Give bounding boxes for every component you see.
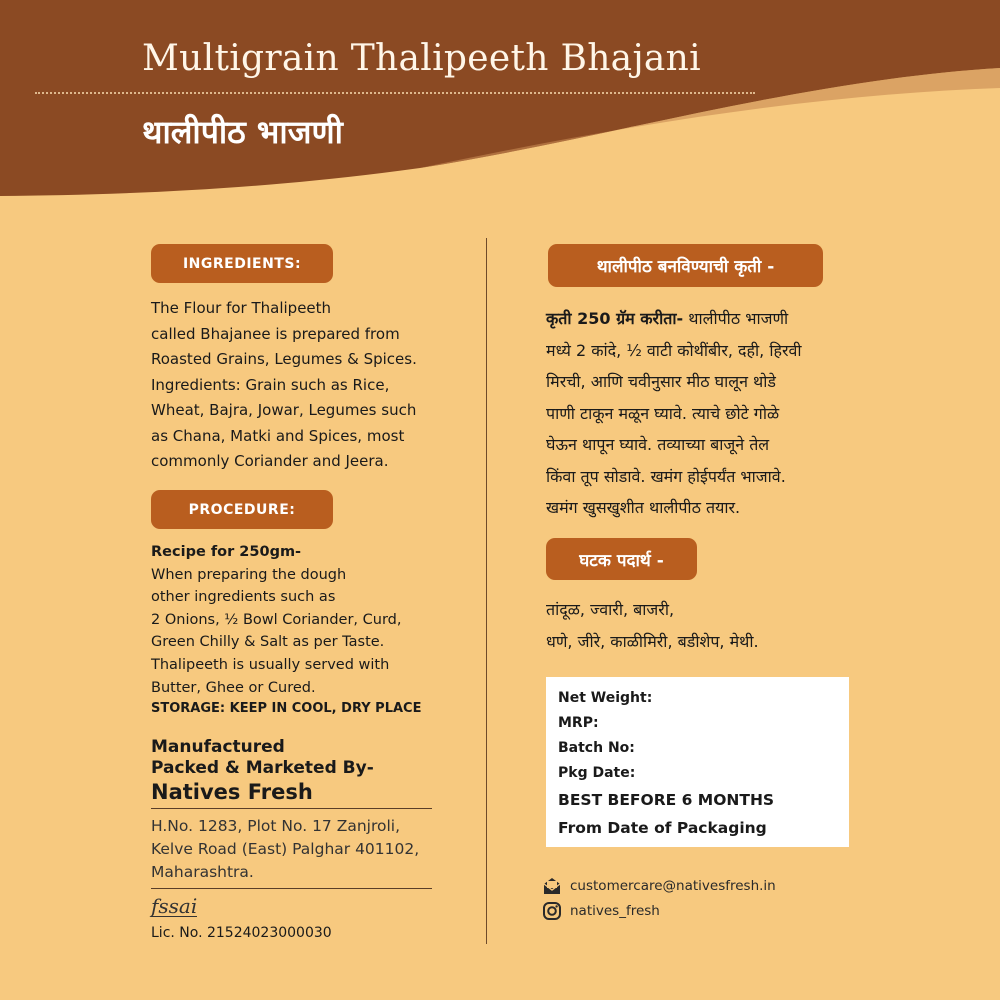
from-date-label: From Date of Packaging [558,819,767,837]
ingredients-text [151,296,471,475]
address-line: Maharashtra. [151,863,254,881]
procedure-line: Green Chilly & Salt as per Taste. [151,634,385,651]
method-line: किंवा तूप सोडावे. खमंग होईपर्यंत भाजावे. [546,466,786,486]
best-before-label: BEST BEFORE 6 MONTHS [558,791,775,809]
method-line: पाणी टाकून मळून घ्यावे. त्याचे छोटे गोळे [546,403,780,423]
address-divider-bottom [151,888,432,889]
packaging-info-box [546,677,849,847]
manufactured-label: Manufactured [151,737,285,757]
components-text [546,594,866,657]
ingredients-line: Roasted Grains, Legumes & Spices. [151,350,417,368]
address-line: Kelve Road (East) Palghar 401102, [151,840,420,858]
method-line: थालीपीठ भाजणी [688,309,789,328]
address-divider-top [151,808,432,809]
column-divider [486,238,487,944]
method-heading: कृती 250 ग्रॅम करीता- [546,309,684,328]
storage-instruction: STORAGE: KEEP IN COOL, DRY PLACE [151,701,422,716]
components-label: घटक पदार्थ - [546,538,697,580]
ingredients-line: Wheat, Bajra, Jowar, Legumes such [151,401,417,419]
procedure-line: Butter, Ghee or Cured. [151,679,316,696]
net-weight-label: Net Weight: [558,690,653,706]
mrp-label: MRP: [558,715,599,731]
method-line: घेऊन थापून घ्यावे. तव्याच्या बाजूने तेल [546,435,770,454]
procedure-line: 2 Onions, ½ Bowl Coriander, Curd, [151,611,402,628]
ingredients-line: as Chana, Matki and Spices, most [151,426,405,445]
ingredients-label: INGREDIENTS: [151,244,333,283]
product-title-marathi: थालीपीठ भाजणी [142,113,343,151]
method-line: खमंग खुसखुशीत थालीपीठ तयार. [546,498,741,517]
batch-label: Batch No: [558,740,635,756]
fssai-logo: fssai [151,894,198,918]
ingredients-line: The Flour for Thalipeeth [151,299,332,317]
components-line: तांदूळ, ज्वारी, बाजरी, [546,600,675,619]
method-line: मिरची, आणि चवीनुसार मीठ घालून थोडे [546,372,776,391]
procedure-text [151,541,471,699]
ingredients-line: called Bhajanee is prepared from [151,324,400,343]
ingredients-line: Ingredients: Grain such as Rice, [151,375,390,394]
email-contact [542,876,776,896]
license-number: Lic. No. 21524023000030 [151,925,332,941]
pkg-date-label: Pkg Date: [558,765,636,781]
instagram-icon [542,901,562,921]
mail-icon [542,876,562,896]
method-line: मध्ये 2 कांदे, ½ वाटी कोथींबीर, दही, हिरवी [546,340,802,360]
recipe-heading: Recipe for 250gm- [151,544,302,560]
address-line: H.No. 1283, Plot No. 17 Zanjroli, [151,817,401,835]
title-dotted-divider [35,92,755,94]
product-title-english: Multigrain Thalipeeth Bhajani [142,38,701,79]
method-label: थालीपीठ बनविण्याची कृती - [548,244,823,287]
packed-by-label: Packed & Marketed By- [151,758,374,778]
components-line: धणे, जीरे, काळीमिरी, बडीशेप, मेथी. [546,631,759,651]
ingredients-line: commonly Coriander and Jeera. [151,452,389,470]
procedure-label: PROCEDURE: [151,490,333,529]
procedure-line: other ingredients such as [151,589,336,606]
manufacturer-block [151,737,374,806]
instagram-handle[interactable]: natives_fresh [570,903,660,919]
procedure-line: Thalipeeth is usually served with [151,656,390,673]
procedure-line: When preparing the dough [151,566,347,583]
method-text [546,303,866,524]
company-name: Natives Fresh [151,780,313,804]
email-address[interactable]: customercare@nativesfresh.in [570,878,776,894]
address-block [151,815,419,884]
instagram-contact [542,901,660,921]
